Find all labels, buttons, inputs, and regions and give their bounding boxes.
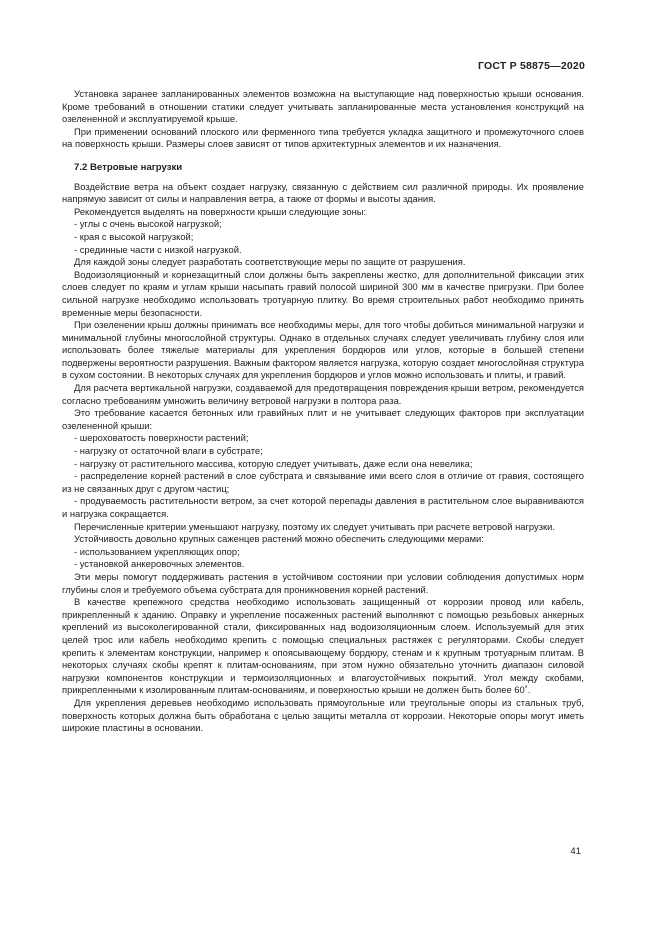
list-item: - срединные части с низкой нагрузкой. — [74, 243, 242, 255]
document-header: ГОСТ Р 58875—2020 — [477, 60, 585, 72]
paragraph: Эти меры помогут поддерживать растения в устойчивом состоянии при условии соблюдения допустимых норм глубины слоя и требуемого объема субстрата для проникновения корней растений. — [62, 570, 584, 595]
paragraph: Это требование касается бетонных или гравийных плит и не учитывает следующих факторов при эксплуатации озелененной крыши: — [62, 407, 584, 431]
paragraph: Установка заранее запланированных элементов возможна на выступающие над поверхностью крыши основания. Кроме требований в отношении статики следует учитывать запланированные места установления конструкций на озелененной и эксплуатируемой крыше. — [62, 88, 584, 125]
paragraph: Для укрепления деревьев необходимо использовать прямоугольные или треугольные опоры из стальных труб, поверхность которых должна быть обработана с целью защиты металла от коррозии. Некоторые опоры могут иметь широкие пластины в основании. — [62, 696, 584, 734]
list-item: - нагрузку от остаточной влаги в субстрате; — [74, 445, 263, 457]
document-body — [62, 88, 584, 735]
paragraph: Устойчивость довольно крупных саженцев растений можно обеспечить следующими мерами: — [74, 533, 484, 545]
list-item: - углы с очень высокой нагрузкой; — [74, 218, 222, 230]
paragraph: Для расчета вертикальной нагрузки, создаваемой для предотвращения повреждения крыши ветром, рекомендуется согласно требованиям умножить величину ветровой нагрузки в полтора раза. — [62, 382, 584, 406]
paragraph: В качестве крепежного средства необходимо использовать защищенный от коррозии провод или кабель, прикрепленный к зданию. Оправку и укрепление посаженных растений выполняют с помощью резьбовых анкерных креплений из высоколегированной стали, фиксированных над водоизоляционным слоем. Используемый для этих целей трос или кабель необходимо крепить с помощью специальных растяжек с регуляторами. Скобы следует крепить к элементам конструкции, например к опоясывающему бордюру, стенам и к крупным тротуарным плитам. В некоторых случаях скобы крепят к плитам-основаниям, при этом нужно обязательно уточнить диапазон силовой нагрузки компонентов конструкции и термоизоляционных и влагоустойчивых покрытий. Угол между скобами, прикрепленными к изолированным плитам-основаниям, и поверхностью крыши не должен быть более 60˚. — [62, 596, 584, 696]
section-title: 7.2 Ветровые нагрузки — [74, 161, 183, 173]
paragraph: При озеленении крыш должны принимать все необходимы меры, для того чтобы добиться минимальной нагрузки и минимальной глубины многослойной структуры. Однако в отдельных случаях следует увеличивать глубину слоя или использовать более тяжелые материалы для укрепления бордюров или углов, которые в большей степени подвержены вероятности разрушения. Важным фактором является нагрузка, которую создает многослойная структура в сухом состоянии. В некоторых случаях для укрепления бордюров и углов можно использовать и плиты, и гравий. — [62, 319, 584, 381]
paragraph: При применении оснований плоского или ферменного типа требуется укладка защитного и промежуточного слоев на поверхность крыши. Размеры слоев зависят от типов архитектурных элементов и их назначения. — [62, 125, 584, 150]
list-item: - шероховатость поверхности растений; — [74, 432, 249, 444]
paragraph: Рекомендуется выделять на поверхности крыши следующие зоны: — [74, 205, 367, 217]
paragraph: - продуваемость растительности ветром, за счет которой перепады давления в растительном слое выравниваются и нагрузка сокращается. — [62, 495, 584, 519]
list-item: - нагрузку от растительного массива, которую следует учитывать, даже если она невелика; — [74, 457, 473, 469]
list-item: - установкой анкеровочных элементов. — [74, 558, 245, 570]
page-number: 41 — [570, 846, 581, 857]
list-item: - края с высокой нагрузкой; — [74, 230, 194, 242]
paragraph: Воздействие ветра на объект создает нагрузку, связанную с действием сил различной природы. Их проявление напрямую зависит от силы и направления ветра, а также от формы и высоты здания. — [62, 180, 584, 205]
list-item: - использованием укрепляющих опор; — [74, 545, 240, 557]
section-body — [62, 181, 584, 735]
paragraph: Водоизоляционный и корнезащитный слои должны быть закреплены жестко, для дополнительной фиксации этих слоев следует по краям и углам крыши насыпать гравий полосой шириной 300 мм в качестве пригрузки. При более сильной нагрузке необходимо использовать тротуарную плитку. Во время строительных работ необходимо принять временные меры безопасности. — [62, 268, 584, 318]
paragraph: - распределение корней растений в слое субстрата и связывание ими всего слоя в отличие от гравия, состоящего из не связанных друг с другом частиц; — [62, 470, 584, 494]
paragraph: Перечисленные критерии уменьшают нагрузку, поэтому их следует учитывать при расчете ветровой нагрузки. — [74, 520, 555, 532]
paragraph: Для каждой зоны следует разработать соответствующие меры по защите от разрушения. — [74, 256, 466, 268]
